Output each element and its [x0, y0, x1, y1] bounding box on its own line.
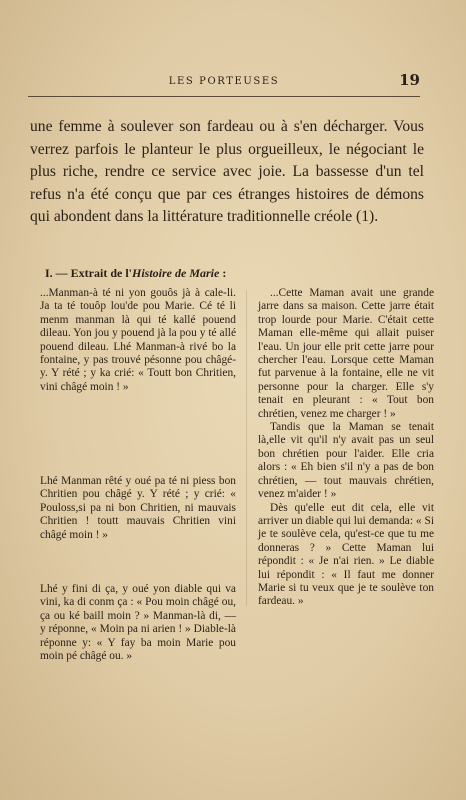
section-heading-prefix: I. — Extrait de l': [45, 266, 132, 280]
column-gutter: [246, 290, 247, 606]
french-paragraph-2: Tandis que la Maman se tenait là,elle vit qu'il n'y avait pas un seul bon chrétien pour l'aider. Elle cria alors : « Eh bien s'il n'y a pas de bon chrétien, — tout mauvais chrétien, venez m'aider ! »: [258, 421, 434, 501]
creole-paragraph-1: ...Manman-à té ni yon gouôs jà à cale-li. Ja ta té touôp lou'de pou Marie. Cé té li menm manman là qui té kallé pouend dileau. Yon jou y pouend jà la pou y té allé pouend dileau. Lhé Manman-à rivé bo la fontaine, y pas trouvé pésonne pou châgé-y. Y rété ; y ka crié: « Toutt bon Chritien, vini châgé moin ! »: [40, 287, 236, 393]
french-paragraph-1: ...Cette Maman avait une grande jarre dans sa maison. Cette jarre était trop lourde pour Marie. C'était cette Maman elle-même qui allait puiser l'eau. Un jour elle prit cette jarre pour chercher l'eau. Lorsque cette Maman fut parvenue à la fontaine, elle ne vit personne pour la charger. Elle s'y tenait en pleurant : « Tout bon chrétien, venez me charger ! »: [258, 287, 434, 420]
page-number: 19: [399, 71, 420, 89]
running-title: LES PORTEUSES: [168, 76, 280, 87]
section-heading-title: Histoire de Marie: [132, 266, 220, 280]
french-column: [258, 287, 434, 609]
section-heading: [45, 266, 425, 281]
section-heading-suffix: :: [219, 266, 227, 280]
creole-paragraph-2: Lhé Manman rêté y oué pa té ni piess bon Chritien pou châgé y. Y rété ; y crié: « Pouloss,si pa ni bon Chritien, ni mauvais Chritien ! toutt mauvais Chritien vini châgé moin ! »: [40, 475, 236, 541]
french-paragraph-3: Dès qu'elle eut dit cela, elle vit arriver un diable qui lui demanda: « Si je te soulève cela, qu'est-ce que tu me donneras ? » Cette Maman lui répondit : « Je n'ai rien. » Le diable lui répondit : « Il faut me donner Marie si tu veux que je te soulève ton fardeau. »: [258, 501, 434, 608]
page-header: [28, 71, 420, 97]
intro-paragraph: une femme à soulever son fardeau ou à s'en décharger. Vous verrez parfois le planteur le plus orgueilleux, le négociant le plus riche, rendre ce service avec joie. La bassesse d'un tel refus n'a été conçu que par ces étranges histoires de démons qui abondent dans la littérature traditionnelle créole (1).: [30, 118, 424, 225]
creole-paragraph-3: Lhé y fini di ça, y oué yon diable qui va vini, ka di conm ça : « Pou moin châgé ou, ça ou ké baill moin ? » Manman-là di, — y réponne, « Moin pa ni arien ! » Diable-là réponne y: « Y fay ba moin Marie pou moin pé châgé ou. »: [40, 583, 236, 663]
